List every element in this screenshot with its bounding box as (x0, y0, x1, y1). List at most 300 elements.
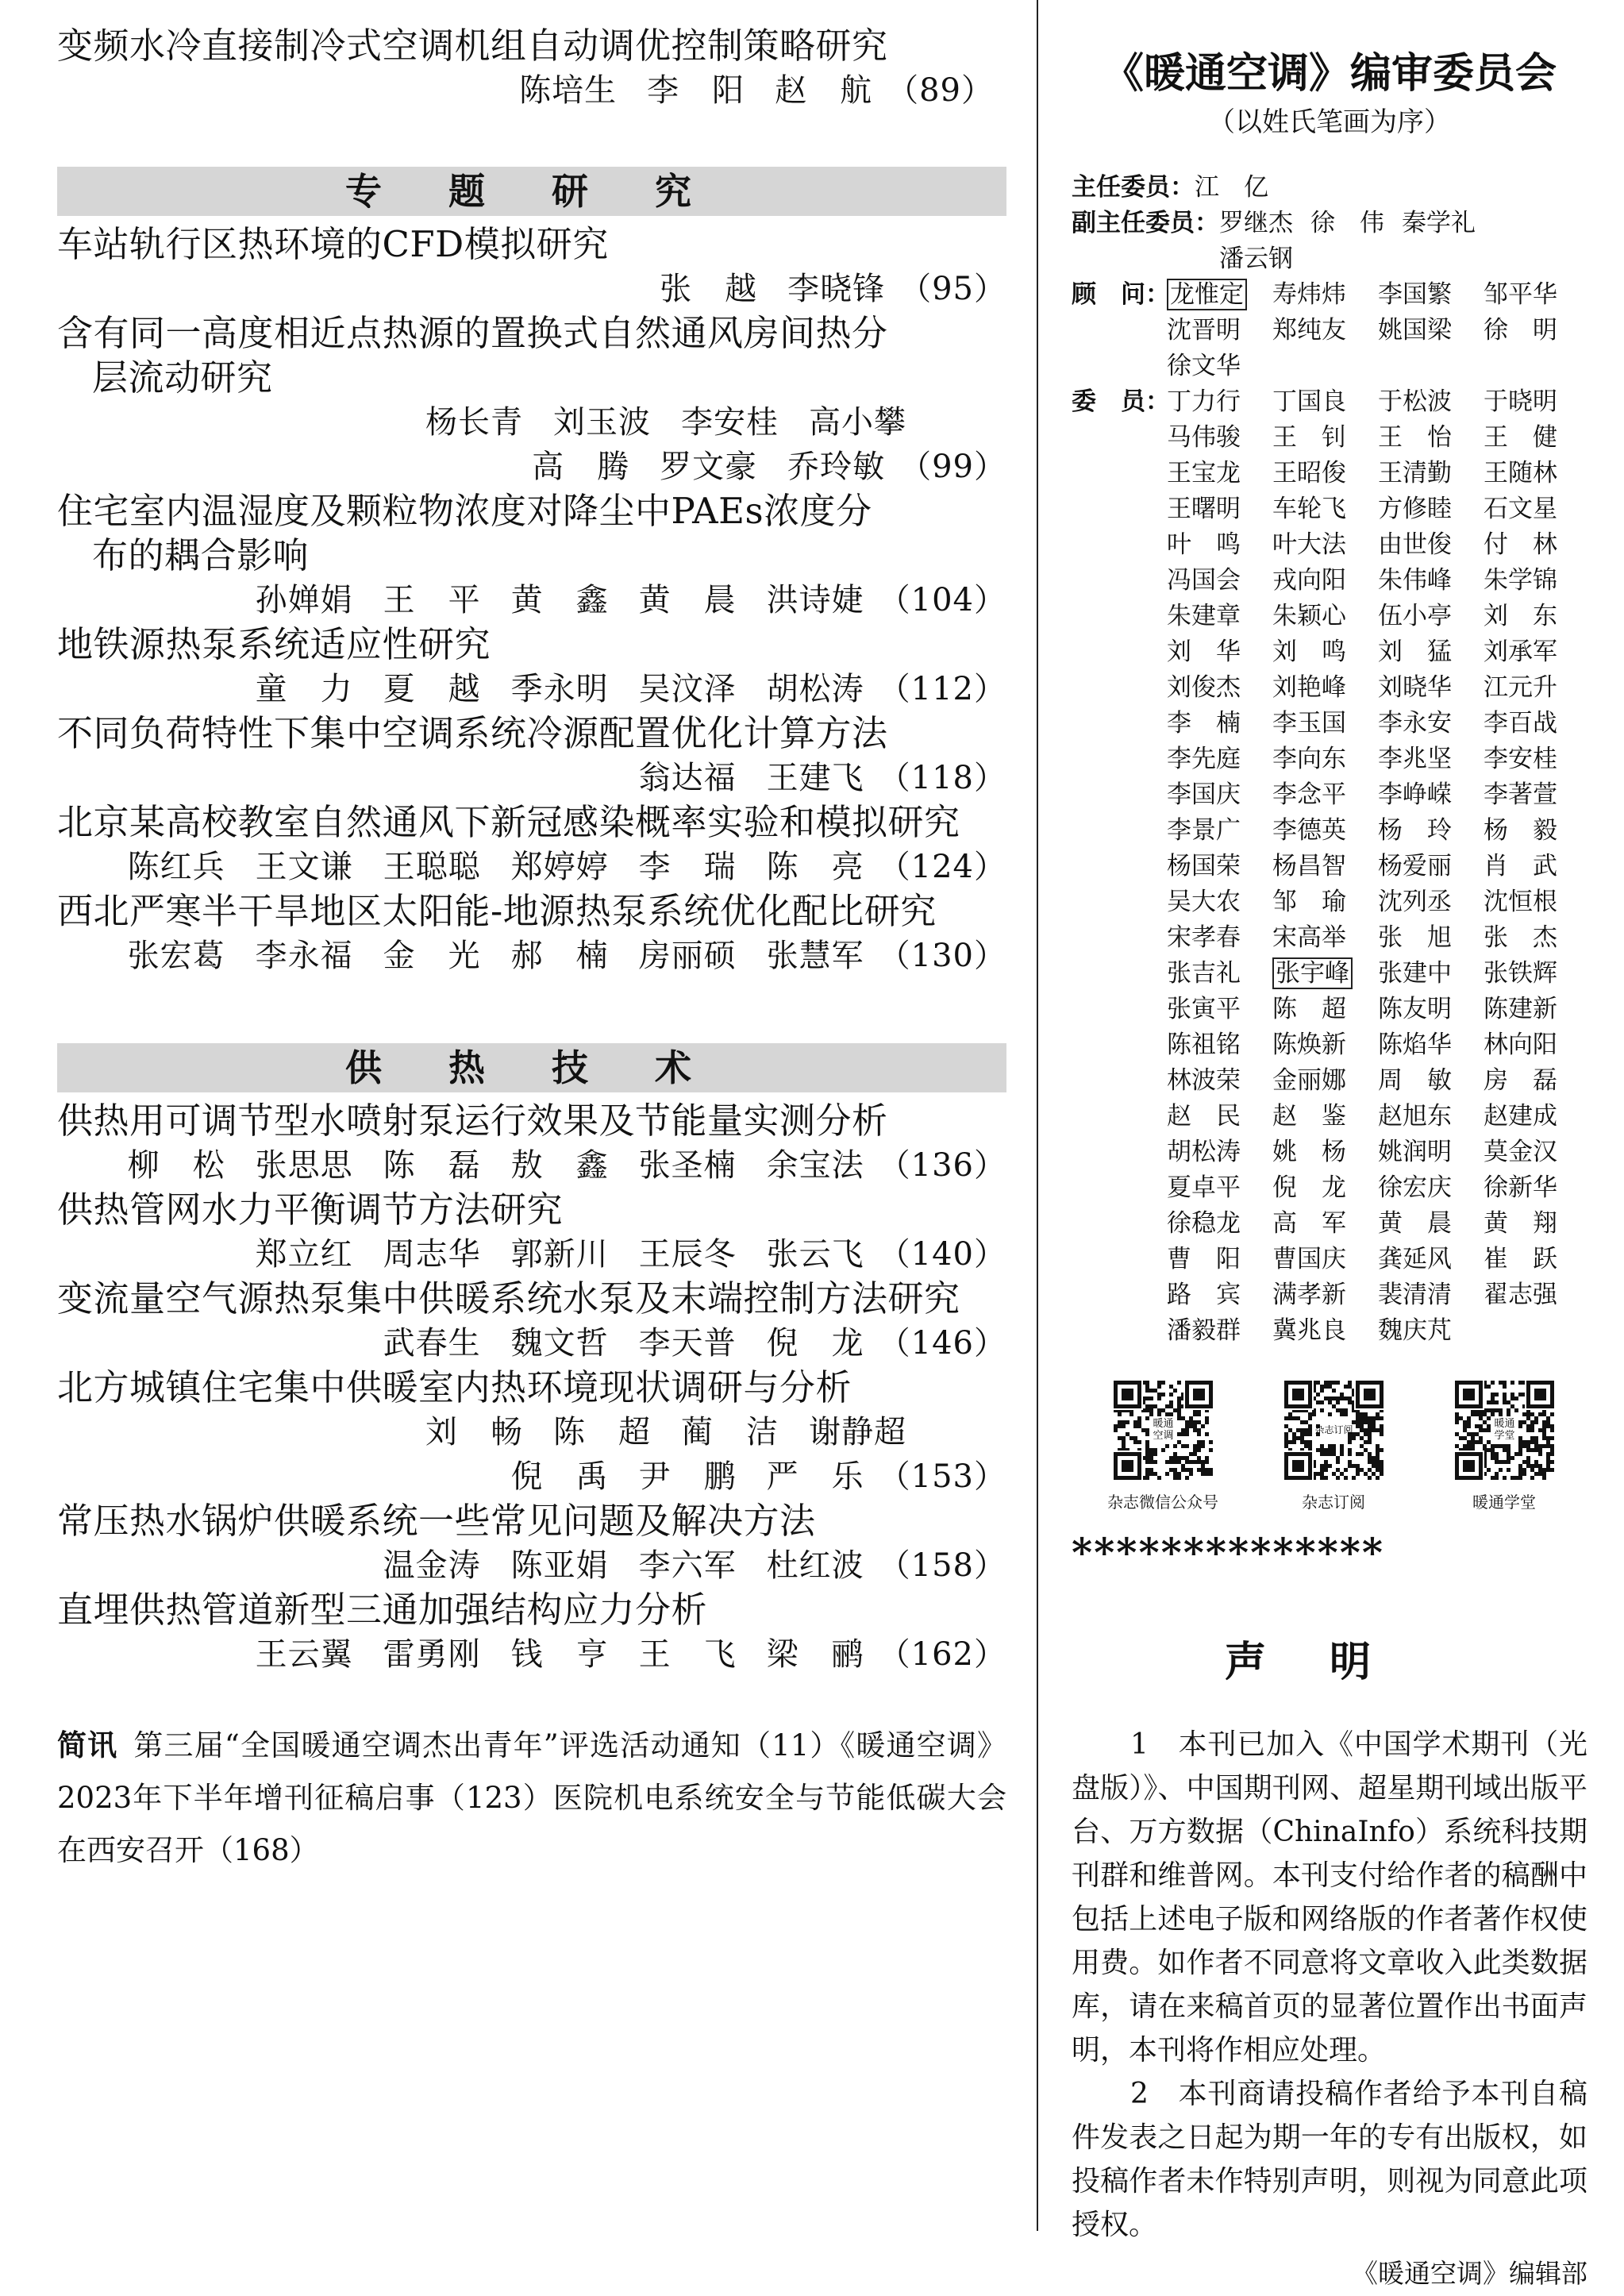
committee-name-text: 陈焕新 (1272, 1031, 1346, 1059)
news-label: 简讯 (57, 1728, 118, 1762)
committee-name-text: 李德英 (1272, 816, 1346, 845)
article-authors (57, 578, 1006, 622)
author: 王聪聪 (383, 849, 481, 885)
committee-name-text: 王 钊 (1272, 423, 1346, 452)
committee-name-text: 翟志强 (1484, 1281, 1557, 1309)
committee-name (1378, 420, 1484, 456)
committee-name-text: 张宇峰 (1272, 957, 1353, 989)
committee-name-text: 徐 明 (1484, 316, 1557, 345)
author: 刘玉波 (553, 404, 651, 441)
article-title[interactable]: 西北严寒半干旱地区太阳能-地源热泵系统优化配比研究 (57, 890, 937, 932)
article-authors (57, 1632, 1006, 1677)
article-title[interactable]: 常压热水锅炉供暖系统一些常见问题及解决方法 (57, 1500, 816, 1542)
committee-name (1167, 313, 1272, 349)
author: 陈培生 (519, 72, 618, 109)
committee-name-text: 房 磊 (1484, 1066, 1557, 1095)
committee-name-text: 李永安 (1378, 709, 1452, 738)
committee-name-text: 姚润明 (1378, 1138, 1452, 1166)
committee-name-text: 刘 华 (1167, 638, 1241, 666)
author: 武春生 (383, 1325, 481, 1362)
committee-name: 秦学礼 (1402, 209, 1476, 237)
qr-caption: 杂志订阅 (1302, 1493, 1365, 1512)
members-grid (1167, 384, 1589, 1349)
committee-name-text: 王 健 (1484, 423, 1557, 452)
article-title[interactable]: 不同负荷特性下集中空调系统冷源配置优化计算方法 (57, 712, 888, 754)
committee-name-text: 李向东 (1272, 745, 1346, 773)
committee-name-text: 曹国庆 (1272, 1245, 1346, 1273)
author: 温金涛 (383, 1547, 481, 1584)
committee-name (1272, 670, 1378, 706)
author: 陈 亮 (766, 849, 864, 885)
committee-name (1378, 920, 1484, 956)
committee-name (1378, 384, 1484, 420)
article-authors (57, 845, 1006, 889)
committee-name (1484, 1099, 1589, 1135)
author: 张思思 (255, 1147, 353, 1184)
committee-name-text: 杨昌智 (1272, 852, 1346, 880)
committee-name-text: 胡松涛 (1167, 1138, 1241, 1166)
author: 刘 畅 (425, 1414, 523, 1450)
committee-name-text: 魏庆芃 (1378, 1316, 1452, 1345)
committee-name (1484, 1277, 1589, 1313)
article-authors (57, 1143, 1006, 1188)
committee-name-text: 李兆坚 (1378, 745, 1452, 773)
vice-director-label: 副主任委员： (1072, 209, 1219, 237)
committee-name-text: 龚延风 (1378, 1245, 1452, 1273)
author: 李 瑞 (638, 849, 737, 885)
author: 陈红兵 (127, 849, 225, 885)
committee-name (1484, 1027, 1589, 1063)
committee-name-text: 刘晓华 (1378, 673, 1452, 702)
article-title[interactable]: 直埋供热管道新型三通加强结构应力分析 (57, 1589, 708, 1631)
author: 李天普 (638, 1325, 737, 1362)
committee-name (1484, 420, 1589, 456)
author: 杨长青 (425, 404, 523, 441)
committee-name-text: 石文星 (1484, 495, 1557, 523)
author: 房丽硕 (638, 938, 737, 974)
committee-name-text: 姚 杨 (1272, 1138, 1346, 1166)
author: 金 光 (383, 938, 481, 974)
committee-name (1272, 706, 1378, 742)
committee-name (1378, 634, 1484, 670)
committee-name-text: 徐宏庆 (1378, 1173, 1452, 1202)
committee-name (1272, 1242, 1378, 1277)
committee-name-text: 赵建成 (1484, 1102, 1557, 1131)
committee-name (1167, 277, 1272, 313)
committee-name-text: 黄 晨 (1378, 1209, 1452, 1238)
author: 倪 龙 (766, 1325, 864, 1362)
committee-name (1484, 920, 1589, 956)
committee-name-text: 方修睦 (1378, 495, 1452, 523)
committee-name-text: 李峥嵘 (1378, 780, 1452, 809)
author: 夏 越 (383, 671, 481, 707)
committee-name (1167, 849, 1272, 884)
members-label: 委 员： (1072, 387, 1170, 416)
author: 余宝法 (766, 1147, 864, 1184)
committee-name (1378, 491, 1484, 527)
committee-name-text: 王曙明 (1167, 495, 1241, 523)
committee-name-text: 吴大农 (1167, 888, 1241, 916)
declaration-paragraph: 2 本刊商请投稿作者给予本刊自稿件发表之日起为期一年的专有出版权，如投稿作者未作特别声明，则视为同意此项授权。 (1072, 2078, 1587, 2241)
vice-director-names (1219, 206, 1537, 277)
committee-name-text: 车轮飞 (1272, 495, 1346, 523)
article-authors (57, 756, 1006, 800)
committee-name: 潘云钢 (1219, 245, 1293, 273)
committee-name (1272, 1027, 1378, 1063)
committee-name (1378, 1206, 1484, 1242)
article-authors (57, 445, 1006, 489)
committee-name (1167, 384, 1272, 420)
committee-name-text: 李国繁 (1378, 280, 1452, 309)
committee-name-text: 张 杰 (1484, 923, 1557, 952)
committee-name (1167, 1277, 1272, 1313)
committee-name-text: 崔 跃 (1484, 1245, 1557, 1273)
committee-name-text: 刘 东 (1484, 602, 1557, 630)
author: 张宏葛 (127, 938, 225, 974)
committee-name (1272, 1313, 1378, 1349)
author: 郑婷婷 (510, 849, 609, 885)
page-number: （140） (878, 1236, 1006, 1273)
committee-name-text: 李安桂 (1484, 745, 1557, 773)
author: 蔺 洁 (681, 1414, 779, 1450)
qr-caption: 杂志微信公众号 (1107, 1493, 1218, 1512)
qr-code-row (1087, 1373, 1580, 1513)
advisors-grid (1167, 277, 1589, 384)
committee-name-text: 邹 瑜 (1272, 888, 1346, 916)
committee-name-text: 刘承军 (1484, 638, 1557, 666)
committee-name (1167, 777, 1272, 813)
qr-inner-label: 杂志订阅 (1314, 1424, 1353, 1435)
committee-name-text: 陈建新 (1484, 995, 1557, 1023)
article-title[interactable]: 布的耦合影响 (92, 534, 310, 576)
committee-name (1272, 813, 1378, 849)
author: 梁 鹂 (766, 1636, 864, 1673)
committee-name (1484, 813, 1589, 849)
committee-name (1484, 992, 1589, 1027)
committee-name (1378, 670, 1484, 706)
committee-name (1167, 1099, 1272, 1135)
committee-name (1167, 670, 1272, 706)
article-title[interactable]: 变频水冷直接制冷式空调机组自动调优控制策略研究 (57, 25, 888, 67)
column-divider (1037, 0, 1038, 2231)
committee-name-text: 杨 玲 (1378, 816, 1452, 845)
committee-name (1167, 349, 1272, 384)
committee-name (1484, 706, 1589, 742)
committee-name-text: 赵 民 (1167, 1102, 1241, 1131)
page-number: （162） (878, 1636, 1006, 1673)
committee-name-text: 杨 毅 (1484, 816, 1557, 845)
committee-name-text: 黄 翔 (1484, 1209, 1557, 1238)
news-brief (57, 1720, 1006, 1877)
author: 王云翼 (255, 1636, 353, 1673)
author: 倪 禹 (510, 1458, 609, 1495)
author: 高小攀 (809, 404, 906, 441)
author: 张圣楠 (638, 1147, 737, 1184)
committee-subtitle: （以姓氏笔画为序） (1208, 106, 1451, 138)
page-number: （136） (878, 1147, 1006, 1184)
page-number: （153） (878, 1458, 1006, 1495)
author: 赵 航 (775, 72, 873, 109)
committee-name-text: 刘 猛 (1378, 638, 1452, 666)
committee-name (1272, 1206, 1378, 1242)
committee-name (1378, 1313, 1484, 1349)
committee-name (1167, 420, 1272, 456)
page-number: （99） (899, 449, 1006, 485)
committee-name (1167, 1027, 1272, 1063)
committee-name-text: 王昭俊 (1272, 459, 1346, 487)
committee-name-text: 刘 鸣 (1272, 638, 1346, 666)
committee-name (1272, 634, 1378, 670)
committee-name (1167, 920, 1272, 956)
section-banner: 供 热 技 术 (57, 1043, 1006, 1092)
committee-name-text: 王随林 (1484, 459, 1557, 487)
committee-name (1272, 313, 1378, 349)
committee-name (1167, 1170, 1272, 1206)
committee-name-text: 王清勤 (1378, 459, 1452, 487)
committee-name (1484, 634, 1589, 670)
vice-director-row (1072, 206, 1587, 277)
committee-name-text: 陈 超 (1272, 995, 1346, 1023)
committee-name (1484, 1206, 1589, 1242)
committee-name (1272, 563, 1378, 599)
committee-name-text: 林向阳 (1484, 1031, 1557, 1059)
committee-name (1378, 992, 1484, 1027)
committee-name (1378, 1063, 1484, 1099)
qr-code-block (1258, 1373, 1409, 1513)
author: 吴汶泽 (638, 671, 737, 707)
committee-name-text: 夏卓平 (1167, 1173, 1241, 1202)
committee-name-text: 王宝龙 (1167, 459, 1241, 487)
committee-name-text: 沈晋明 (1167, 316, 1241, 345)
committee-name (1167, 1206, 1272, 1242)
committee-name (1378, 1277, 1484, 1313)
article-title[interactable]: 变流量空气源热泵集中供暖系统水泵及末端控制方法研究 (57, 1277, 960, 1319)
committee-name-text: 江元升 (1484, 673, 1557, 702)
committee-name-text: 李景广 (1167, 816, 1241, 845)
committee-name (1272, 456, 1378, 491)
committee-name-text: 伍小亭 (1378, 602, 1452, 630)
committee-name (1167, 1063, 1272, 1099)
committee-name (1272, 384, 1378, 420)
qr-inner-label: 暖通 (1152, 1418, 1174, 1430)
committee-name (1484, 777, 1589, 813)
committee-name-text: 倪 龙 (1272, 1173, 1346, 1202)
author: 王辰冬 (638, 1236, 737, 1273)
committee-name-text: 李百战 (1484, 709, 1557, 738)
qr-code-icon[interactable] (1447, 1373, 1562, 1488)
committee-name-text: 朱颖心 (1272, 602, 1346, 630)
committee-name-text: 张建中 (1378, 959, 1452, 988)
page-number: （95） (899, 271, 1006, 307)
article-authors (57, 1454, 1006, 1499)
page-number: （118） (878, 760, 1006, 796)
committee-name-text: 李国庆 (1167, 780, 1241, 809)
article-authors (57, 667, 1006, 711)
committee-name: 罗继杰 (1219, 209, 1293, 237)
committee-name (1484, 599, 1589, 634)
qr-code-block (1087, 1373, 1238, 1513)
director-row (1072, 170, 1587, 206)
committee-name-text: 莫金汉 (1484, 1138, 1557, 1166)
page-number: （112） (878, 671, 1006, 707)
article-authors (57, 934, 1006, 978)
author: 罗文豪 (660, 449, 758, 485)
committee-name (1167, 1135, 1272, 1170)
qr-inner-label: 学堂 (1493, 1430, 1515, 1442)
author: 童 力 (255, 671, 353, 707)
article-title[interactable]: 车站轨行区热环境的CFD模拟研究 (57, 223, 609, 265)
qr-inner-label: 空调 (1152, 1430, 1174, 1442)
section-banner: 专 题 研 究 (57, 167, 1006, 216)
author: 李 阳 (647, 72, 745, 109)
committee-name (1378, 706, 1484, 742)
author: 王 飞 (638, 1636, 737, 1673)
committee-name-text: 裴清清 (1378, 1281, 1452, 1309)
committee-name-text: 姚国梁 (1378, 316, 1452, 345)
committee-name (1484, 1242, 1589, 1277)
page-number: （146） (878, 1325, 1006, 1362)
author: 陈 磊 (383, 1147, 481, 1184)
committee-name-text: 高 军 (1272, 1209, 1346, 1238)
author: 孙婵娟 (255, 582, 353, 618)
committee-name-text: 叶 鸣 (1167, 530, 1241, 559)
committee-name-text: 赵 鉴 (1272, 1102, 1346, 1131)
article-title[interactable]: 地铁源热泵系统适应性研究 (57, 623, 491, 665)
article-authors (57, 400, 1006, 445)
article-authors (57, 1543, 1006, 1588)
article-title[interactable]: 供热用可调节型水喷射泵运行效果及节能量实测分析 (57, 1100, 888, 1142)
committee-name (1167, 742, 1272, 777)
committee-name (1378, 742, 1484, 777)
committee-name-text: 徐稳龙 (1167, 1209, 1241, 1238)
author: 季永明 (510, 671, 609, 707)
committee-name (1272, 992, 1378, 1027)
qr-code-icon[interactable] (1276, 1373, 1391, 1488)
author: 敖 鑫 (510, 1147, 609, 1184)
committee-name-text: 由世俊 (1378, 530, 1452, 559)
article-title[interactable]: 住宅室内温湿度及颗粒物浓度对降尘中PAEs浓度分 (57, 490, 872, 532)
committee-name (1484, 456, 1589, 491)
committee-name-text: 杨爱丽 (1378, 852, 1452, 880)
committee-name (1167, 1313, 1272, 1349)
author: 李安桂 (681, 404, 779, 441)
author: 翁达福 (638, 760, 737, 796)
committee-name (1167, 1242, 1272, 1277)
committee-name (1167, 813, 1272, 849)
author: 雷勇刚 (383, 1636, 481, 1673)
committee-name (1167, 992, 1272, 1027)
committee-name-text: 王 怡 (1378, 423, 1452, 452)
committee-name (1484, 956, 1589, 992)
committee-name (1378, 813, 1484, 849)
committee-name-text: 龙惟定 (1167, 279, 1247, 310)
committee-name (1272, 956, 1378, 992)
committee-name-text: 张 旭 (1378, 923, 1452, 952)
article-title[interactable]: 含有同一高度相近点热源的置换式自然通风房间热分 (57, 312, 888, 354)
author: 郝 楠 (510, 938, 609, 974)
author: 郑立红 (255, 1236, 353, 1273)
committee-name (1378, 1242, 1484, 1277)
author: 胡松涛 (766, 671, 864, 707)
article-title[interactable]: 供热管网水力平衡调节方法研究 (57, 1188, 564, 1231)
article-title[interactable]: 北京某高校教室自然通风下新冠感染概率实验和模拟研究 (57, 801, 960, 843)
committee-name (1272, 1099, 1378, 1135)
author: 钱 亨 (510, 1636, 609, 1673)
committee-name (1378, 1170, 1484, 1206)
author: 周志华 (383, 1236, 481, 1273)
committee-name (1272, 1135, 1378, 1170)
committee-name (1378, 1027, 1484, 1063)
committee-name (1272, 527, 1378, 563)
committee-name (1378, 884, 1484, 920)
author: 乔玲敏 (787, 449, 886, 485)
committee-name (1167, 527, 1272, 563)
committee-name-text: 马伟骏 (1167, 423, 1241, 452)
committee-name-text: 沈列丞 (1378, 888, 1452, 916)
article-authors (57, 68, 1006, 113)
committee-name-text: 李念平 (1272, 780, 1346, 809)
committee-column (1072, 0, 1587, 2296)
committee-name-text: 满孝新 (1272, 1281, 1346, 1309)
committee-name-text: 徐文华 (1167, 352, 1241, 380)
author: 张云飞 (766, 1236, 864, 1273)
committee-name (1484, 277, 1589, 313)
committee-name-text: 林波荣 (1167, 1066, 1241, 1095)
committee-name-text: 朱伟峰 (1378, 566, 1452, 595)
director-label: 主任委员： (1072, 173, 1195, 202)
committee-name-text: 叶大法 (1272, 530, 1346, 559)
committee-name (1484, 384, 1589, 420)
committee-name (1272, 599, 1378, 634)
article-authors (57, 1232, 1006, 1277)
committee-name (1272, 491, 1378, 527)
author: 黄 鑫 (510, 582, 609, 618)
committee-name (1378, 777, 1484, 813)
article-title[interactable]: 北方城镇住宅集中供暖室内热环境现状调研与分析 (57, 1366, 852, 1408)
committee-name (1167, 706, 1272, 742)
committee-name-text: 寿炜炜 (1272, 280, 1346, 309)
committee-name-text: 丁国良 (1272, 387, 1346, 416)
page-number: （158） (878, 1547, 1006, 1584)
article-title[interactable]: 层流动研究 (92, 356, 273, 399)
committee-name-text: 赵旭东 (1378, 1102, 1452, 1131)
committee-name-text: 路 宾 (1167, 1281, 1241, 1309)
committee-title: 《暖通空调》编审委员会 (1102, 50, 1557, 98)
author: 洪诗婕 (766, 582, 864, 618)
committee-name-text: 曹 阳 (1167, 1245, 1241, 1273)
director-name: 江 亿 (1195, 173, 1268, 202)
article-authors (57, 1321, 1006, 1366)
committee-name-text: 李 楠 (1167, 709, 1241, 738)
qr-code-icon[interactable] (1106, 1373, 1221, 1488)
committee-name (1378, 456, 1484, 491)
committee-name (1167, 563, 1272, 599)
article-authors (57, 1410, 1006, 1454)
committee-name-text: 肖 武 (1484, 852, 1557, 880)
author: 严 乐 (766, 1458, 864, 1495)
author: 王文谦 (255, 849, 353, 885)
committee-name-text: 邹平华 (1484, 280, 1557, 309)
committee-name (1378, 849, 1484, 884)
committee-name (1167, 634, 1272, 670)
committee-name (1484, 563, 1589, 599)
committee-name (1167, 456, 1272, 491)
author: 李永福 (255, 938, 353, 974)
committee-name (1378, 277, 1484, 313)
committee-name: 徐 伟 (1310, 209, 1384, 237)
committee-name-text: 于晓明 (1484, 387, 1557, 416)
committee-name (1167, 599, 1272, 634)
